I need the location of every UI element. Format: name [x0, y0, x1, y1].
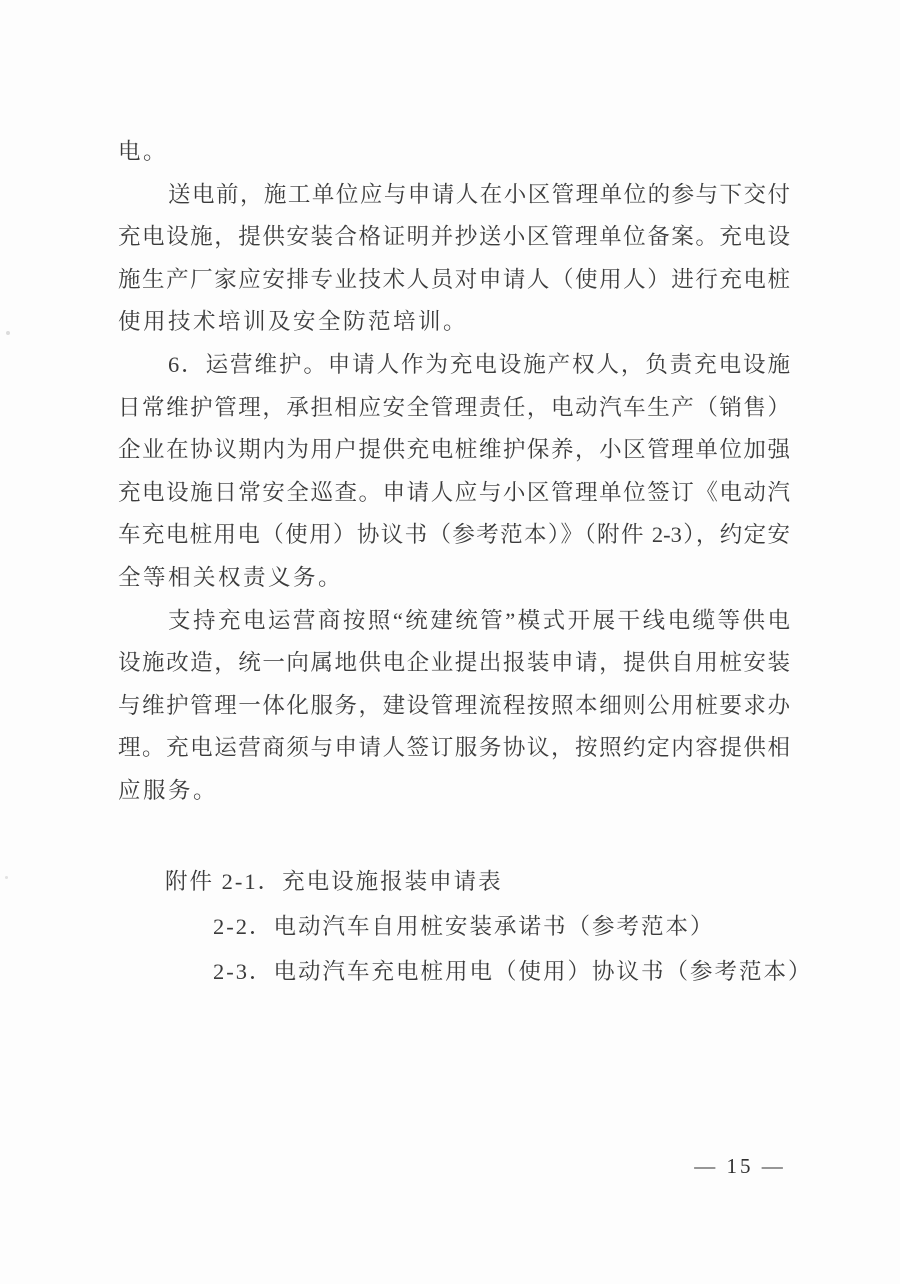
body-line: 支持充电运营商按照“统建统管”模式开展干线电缆等供电 [168, 607, 790, 633]
body-line: 充电设施日常安全巡查。申请人应与小区管理单位签订《电动汽 [118, 479, 790, 505]
document-body [118, 131, 790, 813]
scan-speck [5, 876, 8, 879]
body-line: 施生产厂家应安排专业技术人员对申请人（使用人）进行充电桩 [118, 266, 790, 292]
body-line: 使用技术培训及安全防范培训。 [118, 309, 469, 335]
body-line: 应服务。 [118, 777, 219, 803]
body-line: 企业在协议期内为用户提供充电桩维护保养，小区管理单位加强 [118, 437, 790, 463]
body-line: 6．运营维护。申请人作为充电设施产权人，负责充电设施 [168, 351, 790, 377]
body-line: 充电设施，提供安装合格证明并抄送小区管理单位备案。充电设 [118, 224, 790, 250]
body-line: 送电前，施工单位应与申请人在小区管理单位的参与下交付 [168, 181, 790, 207]
attachment-item: 2-3．电动汽车充电桩用电（使用）协议书（参考范本） [213, 959, 813, 984]
page-number: — 15 — [694, 1154, 786, 1178]
body-line: 全等相关权责义务。 [118, 564, 344, 590]
body-line: 设施改造，统一向属地供电企业提出报装申请，提供自用桩安装 [118, 650, 790, 676]
attachment-item: 附件 2-1．充电设施报装申请表 [165, 869, 503, 894]
attachment-item: 2-2．电动汽车自用桩安装承诺书（参考范本） [213, 914, 715, 939]
body-line: 日常维护管理，承担相应安全管理责任，电动汽车生产（销售） [118, 394, 790, 420]
body-line: 理。充电运营商须与申请人签订服务协议，按照约定内容提供相 [118, 735, 790, 761]
body-line: 车充电桩用电（使用）协议书（参考范本）》（附件 2-3），约定安 [118, 522, 790, 548]
body-line: 电。 [118, 139, 169, 164]
body-line: 与维护管理一体化服务，建设管理流程按照本细则公用桩要求办 [118, 692, 790, 718]
attachment-list [118, 859, 838, 994]
scan-speck [6, 331, 10, 335]
